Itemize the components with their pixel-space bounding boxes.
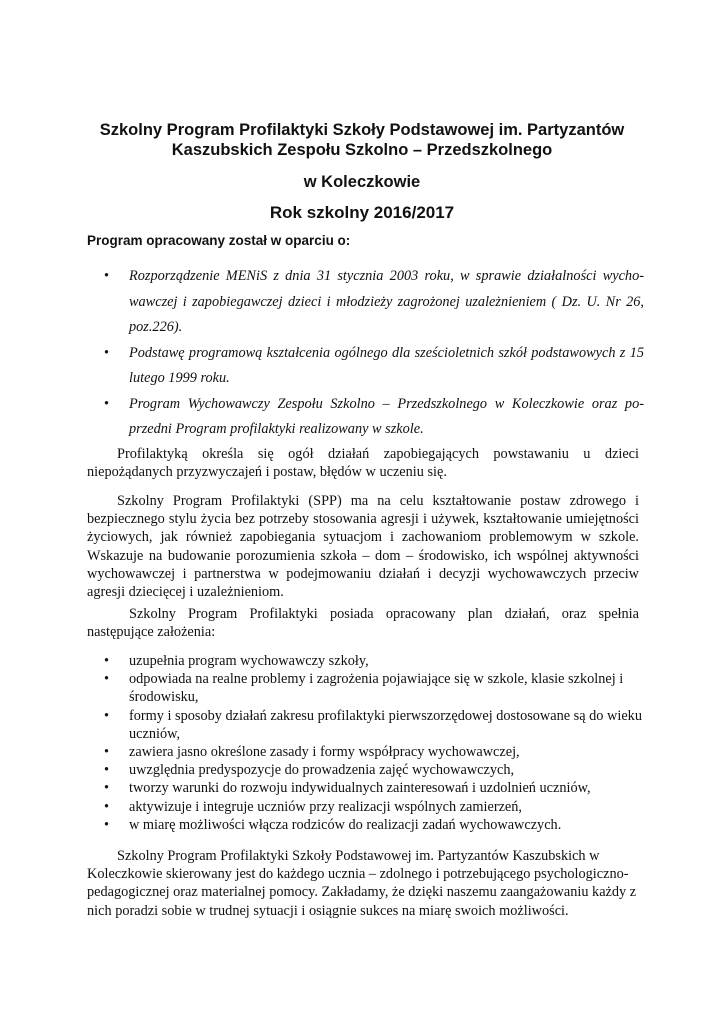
list-item: • tworzy warunki do rozwoju indywidualnych zainteresowań i uzdolnień uczniów, — [104, 779, 644, 797]
list-item: • odpowiada na realne problemy i zagrożenia pojawiające się w szkole, klasie szkolnej i środowisku, — [104, 670, 644, 706]
list-item: • Rozporządzenie MENiS z dnia 31 stycznia 2003 roku, w sprawie działalności wychowawczej i zapobiegawczej dzieci i młodzieży zagrożonej uzależnieniem ( Dz. U. Nr 26, poz.226). — [104, 264, 644, 341]
list-item: • uzupełnia program wychowawczy szkoły, — [104, 652, 644, 670]
school-year-heading: Rok szkolny 2016/2017 — [269, 203, 455, 222]
assumptions-list — [104, 652, 644, 834]
list-item: • formy i sposoby działań zakresu profilaktyki pierwszorzędowej dostosowane są do wieku uczniów, — [104, 707, 644, 743]
list-item: • w miarę możliwości włącza rodziców do realizacji zadań wychowawczych. — [104, 816, 644, 834]
title-line-1: Szkolny Program Profilaktyki Szkoły Podstawowej im. Partyzantów — [99, 121, 625, 139]
list-item: • aktywizuje i integruje uczniów przy realizacji wspólnych zamierzeń, — [104, 798, 644, 816]
paragraph-closing: Szkolny Program Profilaktyki Szkoły Podstawowej im. Partyzantów Kaszubskich w Koleczkowie skierowany jest do każdego ucznia – zdolnego i potrzebującego psychologiczno-pedagogicznej oraz materialnej pomocy. Zakładamy, że dzięki naszemu zaangażowaniu każdy z nich poradzi sobie w trudnej sytuacji i osiągnie sukces na miarę swoich możliwości. — [87, 848, 637, 919]
paragraph-spp: Szkolny Program Profilaktyki (SPP) ma na celu kształtowanie postaw zdrowego i bezpiecznego stylu życia bez potrzeby stosowania agresji i używek, kształtowanie umiejętności życiowych, jak również zapobiegania sytuacjom i zachowaniom problemowym w szkole. Wskazuje na budowanie porozumienia szkoła – dom – środowisko, ich wspólnej aktywności wychowawczej i partnerstwa w podejmowaniu działań i decyzji wychowawczych przeciw agresji dziecięcej i uzależnieniom. — [87, 493, 639, 601]
list-item: • Program Wychowawczy Zespołu Szkolno – Przedszkolnego w Koleczkowie oraz poprzedni Program profilaktyki realizowany w szkole. — [104, 392, 644, 443]
list-item: • Podstawę programową kształcenia ogólnego dla sześcioletnich szkół podstawowych z 15 lutego 1999 roku. — [104, 341, 644, 392]
basis-list — [104, 264, 644, 443]
paragraph-profilaktyka: Profilaktyką określa się ogół działań zapobiegających powstawaniu u dzieci niepożądanych przyzwyczajeń i postaw, błędów w uczeniu się. — [87, 446, 639, 481]
location-heading: w Koleczkowie — [303, 173, 421, 191]
title-line-2: Kaszubskich Zespołu Szkolno – Przedszkolnego — [171, 141, 553, 159]
list-item: • zawiera jasno określone zasady i formy współpracy wychowawczej, — [104, 743, 644, 761]
basis-lead: Program opracowany został w oparciu o: — [87, 233, 351, 248]
list-item: • uwzględnia predyspozycje do prowadzenia zajęć wychowawczych, — [104, 761, 644, 779]
document-title — [60, 120, 664, 160]
paragraph-plan: Szkolny Program Profilaktyki posiada opracowany plan działań, oraz spełnia następujące założenia: — [87, 606, 639, 641]
